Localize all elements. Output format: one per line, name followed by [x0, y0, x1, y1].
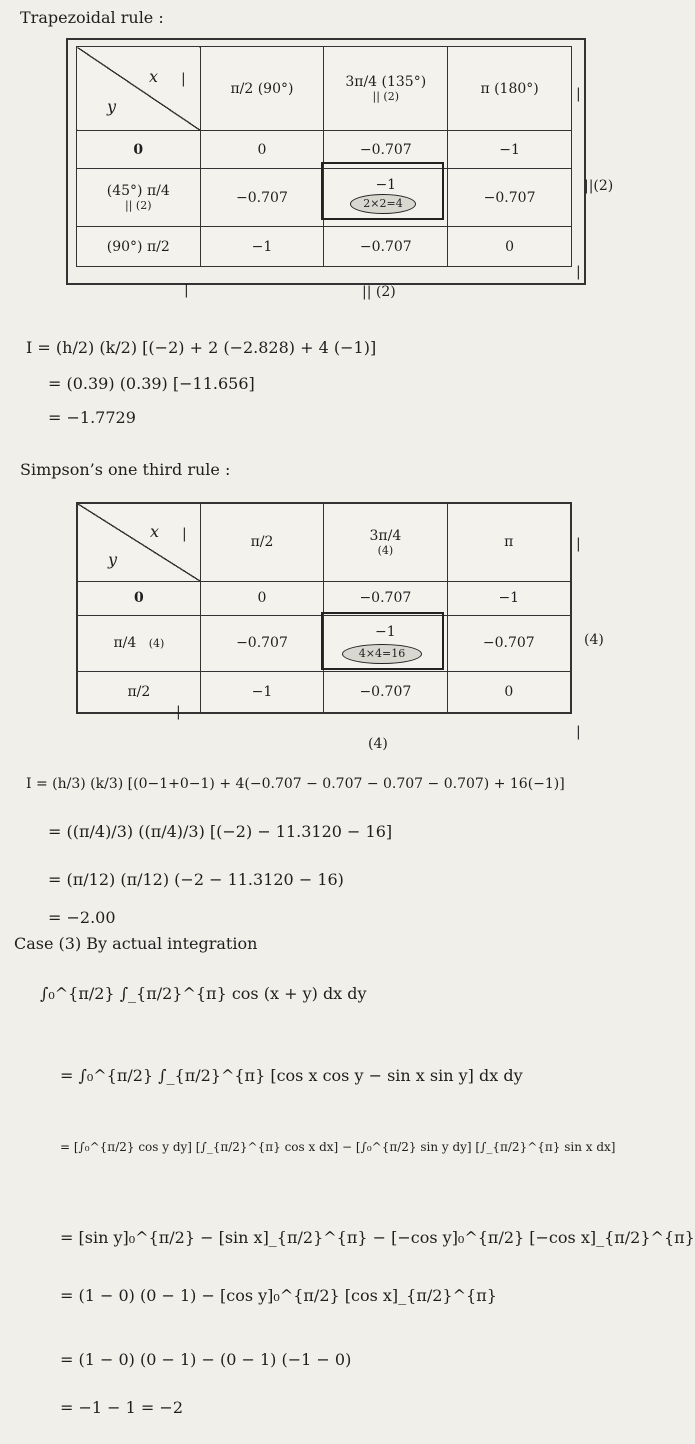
trap-side-mark: ||(2) — [584, 178, 614, 194]
y-axis-label: y — [108, 550, 118, 569]
simpson-cell: −1 — [200, 671, 323, 713]
actual-line: = (1 − 0) (0 − 1) − (0 − 1) (−1 − 0) — [60, 1350, 352, 1369]
trap-cell: −0.707 — [324, 227, 448, 267]
trap-weight-note: 2×2=4 — [350, 194, 416, 214]
simpson-cell: −1 — [324, 615, 447, 671]
simpson-cell: −0.707 — [324, 581, 447, 615]
trap-col-header: π (180°) — [448, 47, 572, 131]
simpson-col-header: π — [447, 503, 571, 581]
simpson-cell: 0 — [447, 671, 571, 713]
trap-row-label: 0 — [77, 131, 201, 169]
trap-side-mark: | — [576, 264, 581, 280]
trapezoidal-heading: Trapezoidal rule : — [20, 8, 164, 27]
trap-cell: −0.707 — [448, 169, 572, 227]
simpson-row-label: π/4 — [113, 635, 137, 651]
simpson-result-line: = (π/12) (π/12) (−2 − 11.3120 − 16) — [48, 870, 344, 889]
trap-col-multiplier: || (2) — [372, 90, 400, 103]
trap-result-line: = (0.39) (0.39) [−11.656] — [48, 374, 255, 393]
simpson-result-line: = −2.00 — [48, 908, 116, 927]
corner-tick: | — [181, 71, 186, 87]
simpson-result-line: I = (h/3) (k/3) [(0−1+0−1) + 4(−0.707 − 0.707 − 0.707 − 0.707) + 16(−1)] — [26, 776, 565, 792]
trap-bottom-mark: | — [184, 282, 189, 298]
trap-corner-cell — [77, 47, 201, 131]
actual-line: = (1 − 0) (0 − 1) − [cos y]₀^{π/2} [cos x]_{π/2}^{π} — [60, 1286, 497, 1305]
simpson-bottom-mark: (4) — [368, 736, 388, 752]
corner-tick: | — [182, 526, 187, 542]
simpson-result-line: = ((π/4)/3) ((π/4)/3) [(−2) − 11.3120 − 16] — [48, 822, 393, 841]
actual-line: = ∫₀^{π/2} ∫_{π/2}^{π} [cos x cos y − sin x sin y] dx dy — [60, 1066, 523, 1085]
trap-side-mark: | — [576, 86, 581, 102]
simpson-row-label: π/2 — [77, 671, 200, 713]
trap-row-multiplier: || (2) — [125, 199, 152, 212]
trap-row-label: (90°) π/2 — [77, 227, 201, 267]
simpson-col-header-label: 3π/4 — [369, 527, 402, 544]
simpson-weight-note: 4×4=16 — [342, 644, 422, 664]
simpson-side-mark: | — [576, 536, 581, 552]
trap-cell: −0.707 — [200, 169, 324, 227]
x-axis-label: x — [149, 67, 159, 86]
trap-col-header: π/2 (90°) — [200, 47, 324, 131]
trap-cell: 0 — [200, 131, 324, 169]
simpson-cell: −0.707 — [324, 671, 447, 713]
y-axis-label: y — [107, 97, 117, 116]
trap-col-header — [324, 47, 448, 131]
simpson-side-mark: (4) — [584, 632, 604, 648]
trap-result-line: I = (h/2) (k/2) [(−2) + 2 (−2.828) + 4 (−1)] — [26, 338, 377, 357]
actual-line: = −1 − 1 = −2 — [60, 1398, 183, 1417]
trap-cell: −0.707 — [324, 131, 448, 169]
trap-table — [76, 46, 572, 267]
trap-result-line: = −1.7729 — [48, 408, 136, 427]
actual-line: = [∫₀^{π/2} cos y dy] [∫_{π/2}^{π} cos x dx] − [∫₀^{π/2} sin y dy] [∫_{π/2}^{π} sin x dx] — [60, 1140, 616, 1154]
x-axis-label: x — [150, 522, 160, 541]
simpson-row-multiplier: (4) — [148, 637, 165, 650]
actual-line: ∫₀^{π/2} ∫_{π/2}^{π} cos (x + y) dx dy — [40, 984, 367, 1003]
simpson-bottom-mark: | — [176, 704, 181, 720]
simpson-side-mark: | — [576, 724, 581, 740]
actual-heading: Case (3) By actual integration — [14, 934, 258, 953]
actual-line: = [sin y]₀^{π/2} − [sin x]_{π/2}^{π} − [−cos y]₀^{π/2} [−cos x]_{π/2}^{π} — [60, 1228, 695, 1247]
trap-row-label: (45°) π/4 — [106, 183, 170, 199]
simpson-row-label-cell — [77, 615, 200, 671]
simpson-col-multiplier: (4) — [377, 543, 394, 557]
simpson-heading: Simpson’s one third rule : — [20, 460, 231, 479]
trap-bottom-mark: || (2) — [362, 284, 396, 300]
simpson-row-label: 0 — [77, 581, 200, 615]
trap-cell: −1 — [448, 131, 572, 169]
simpson-cell: −0.707 — [200, 615, 323, 671]
simpson-table — [76, 502, 572, 714]
trap-cell: −1 — [324, 169, 448, 227]
trap-row-label-cell — [77, 169, 201, 227]
simpson-cell: −0.707 — [447, 615, 571, 671]
trap-cell: 0 — [448, 227, 572, 267]
simpson-col-header: π/2 — [200, 503, 323, 581]
trap-cell: −1 — [200, 227, 324, 267]
simpson-col-header — [324, 503, 447, 581]
simpson-corner-cell — [77, 503, 200, 581]
simpson-cell: −1 — [447, 581, 571, 615]
trap-col-header-label: 3π/4 (135°) — [345, 74, 427, 90]
simpson-cell: 0 — [200, 581, 323, 615]
